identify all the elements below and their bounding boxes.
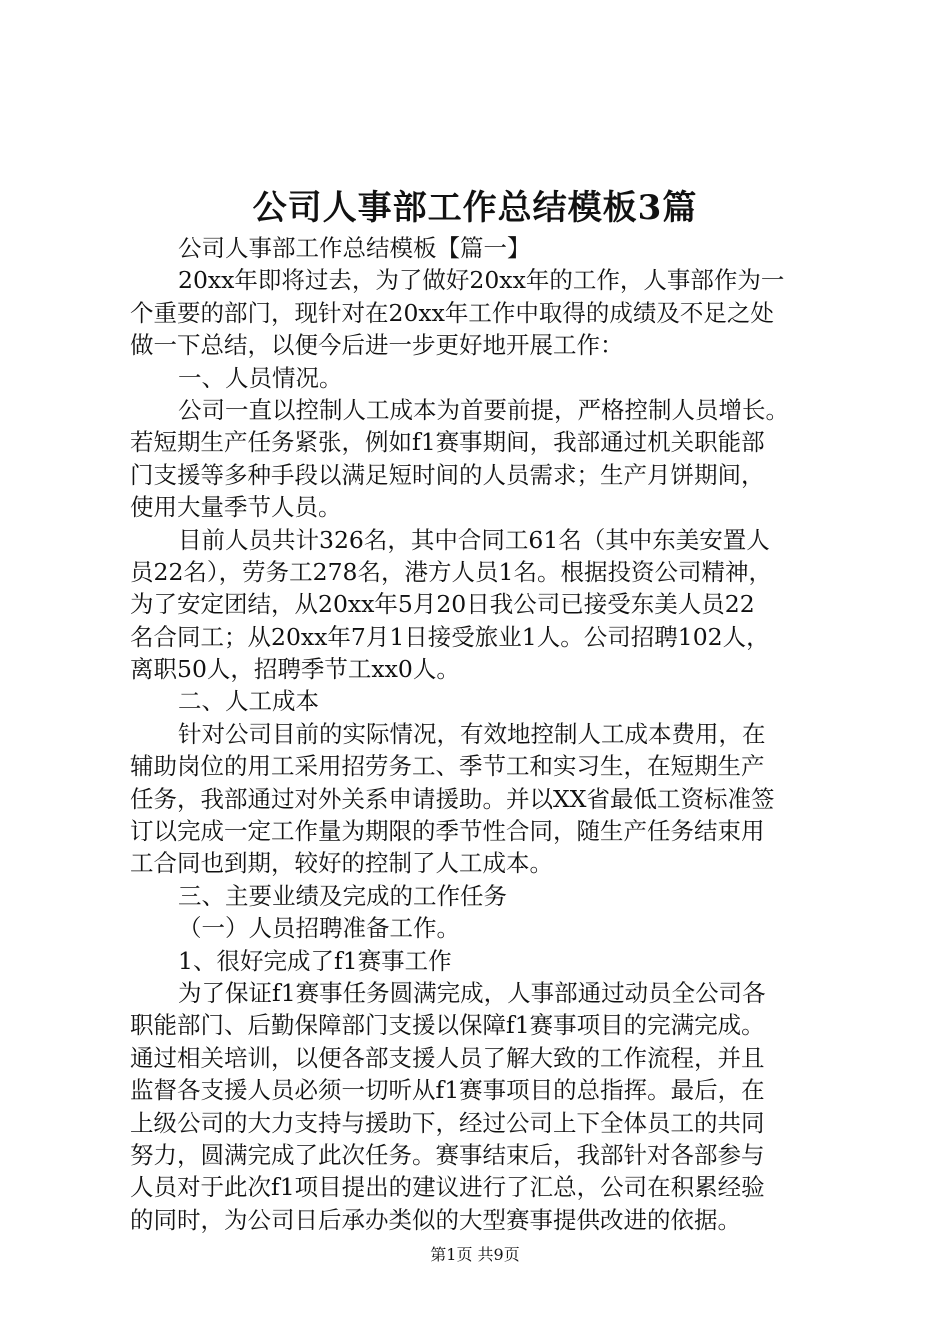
paragraph-line: 门支援等多种手段以满足短时间的人员需求；生产月饼期间，	[130, 460, 765, 489]
paragraph-line: 离职50人，招聘季节工xx0人。	[130, 655, 460, 684]
paragraph-line: 为了保证f1赛事任务圆满完成，人事部通过动员全公司各	[178, 978, 766, 1007]
subsection-heading: 1、很好完成了f1赛事工作	[178, 946, 452, 975]
paragraph-line: 监督各支援人员必须一切听从f1赛事项目的总指挥。最后，在	[130, 1076, 765, 1105]
paragraph-line: 努力，圆满完成了此次任务。赛事结束后，我部针对各部参与	[130, 1140, 765, 1169]
paragraph-line: 职能部门、后勤保障部门支援以保障f1赛事项目的完满完成。	[130, 1011, 765, 1040]
section-heading: 二、人工成本	[178, 687, 319, 716]
paragraph-line: 辅助岗位的用工采用招劳务工、季节工和实习生，在短期生产	[130, 752, 765, 781]
paragraph-line: 使用大量季节人员。	[130, 493, 342, 522]
paragraph-line: 做一下总结，以便今后进一步更好地开展工作：	[130, 331, 624, 360]
paragraph-line: 上级公司的大力支持与援助下，经过公司上下全体员工的共同	[130, 1108, 765, 1137]
section-heading: 公司人事部工作总结模板【篇一】	[178, 234, 531, 262]
paragraph-line: 通过相关培训，以便各部支援人员了解大致的工作流程，并且	[130, 1043, 765, 1072]
paragraph-line: 工合同也到期，较好的控制了人工成本。	[130, 849, 553, 878]
paragraph-line: 为了安定团结，从20xx年5月20日我公司已接受东美人员22	[130, 590, 755, 619]
paragraph-line: 目前人员共计326名，其中合同工61名（其中东美安置人	[178, 525, 770, 554]
paragraph-line: 公司一直以控制人工成本为首要前提，严格控制人员增长。	[178, 395, 789, 424]
paragraph-line: 任务，我部通过对外关系申请援助。并以XX省最低工资标准签	[130, 784, 775, 813]
subsection-heading: （一）人员招聘准备工作。	[178, 914, 460, 943]
document-body	[130, 232, 830, 1236]
paragraph-line: 20xx年即将过去，为了做好20xx年的工作，人事部作为一	[178, 266, 785, 295]
section-heading: 三、主要业绩及完成的工作任务	[178, 881, 507, 910]
paragraph-line: 员22名），劳务工278名，港方人员1名。根据投资公司精神，	[130, 557, 772, 586]
paragraph-line: 名合同工；从20xx年7月1日接受旅业1人。公司招聘102人，	[130, 622, 770, 651]
page-number: 第1页 共9页	[430, 1245, 520, 1264]
paragraph-line: 订以完成一定工作量为期限的季节性合同，随生产任务结束用	[130, 817, 765, 846]
section-heading: 一、人员情况。	[178, 363, 343, 392]
paragraph-line: 针对公司目前的实际情况，有效地控制人工成本费用，在	[178, 719, 766, 748]
paragraph-line: 个重要的部门，现针对在20xx年工作中取得的成绩及不足之处	[130, 298, 774, 327]
paragraph-line: 若短期生产任务紧张，例如f1赛事期间，我部通过机关职能部	[130, 428, 765, 457]
document-title: 公司人事部工作总结模板3篇	[252, 188, 698, 228]
paragraph-line: 人员对于此次f1项目提出的建议进行了汇总，公司在积累经验	[130, 1173, 765, 1202]
paragraph-line: 的同时，为公司日后承办类似的大型赛事提供改进的依据。	[130, 1205, 741, 1234]
